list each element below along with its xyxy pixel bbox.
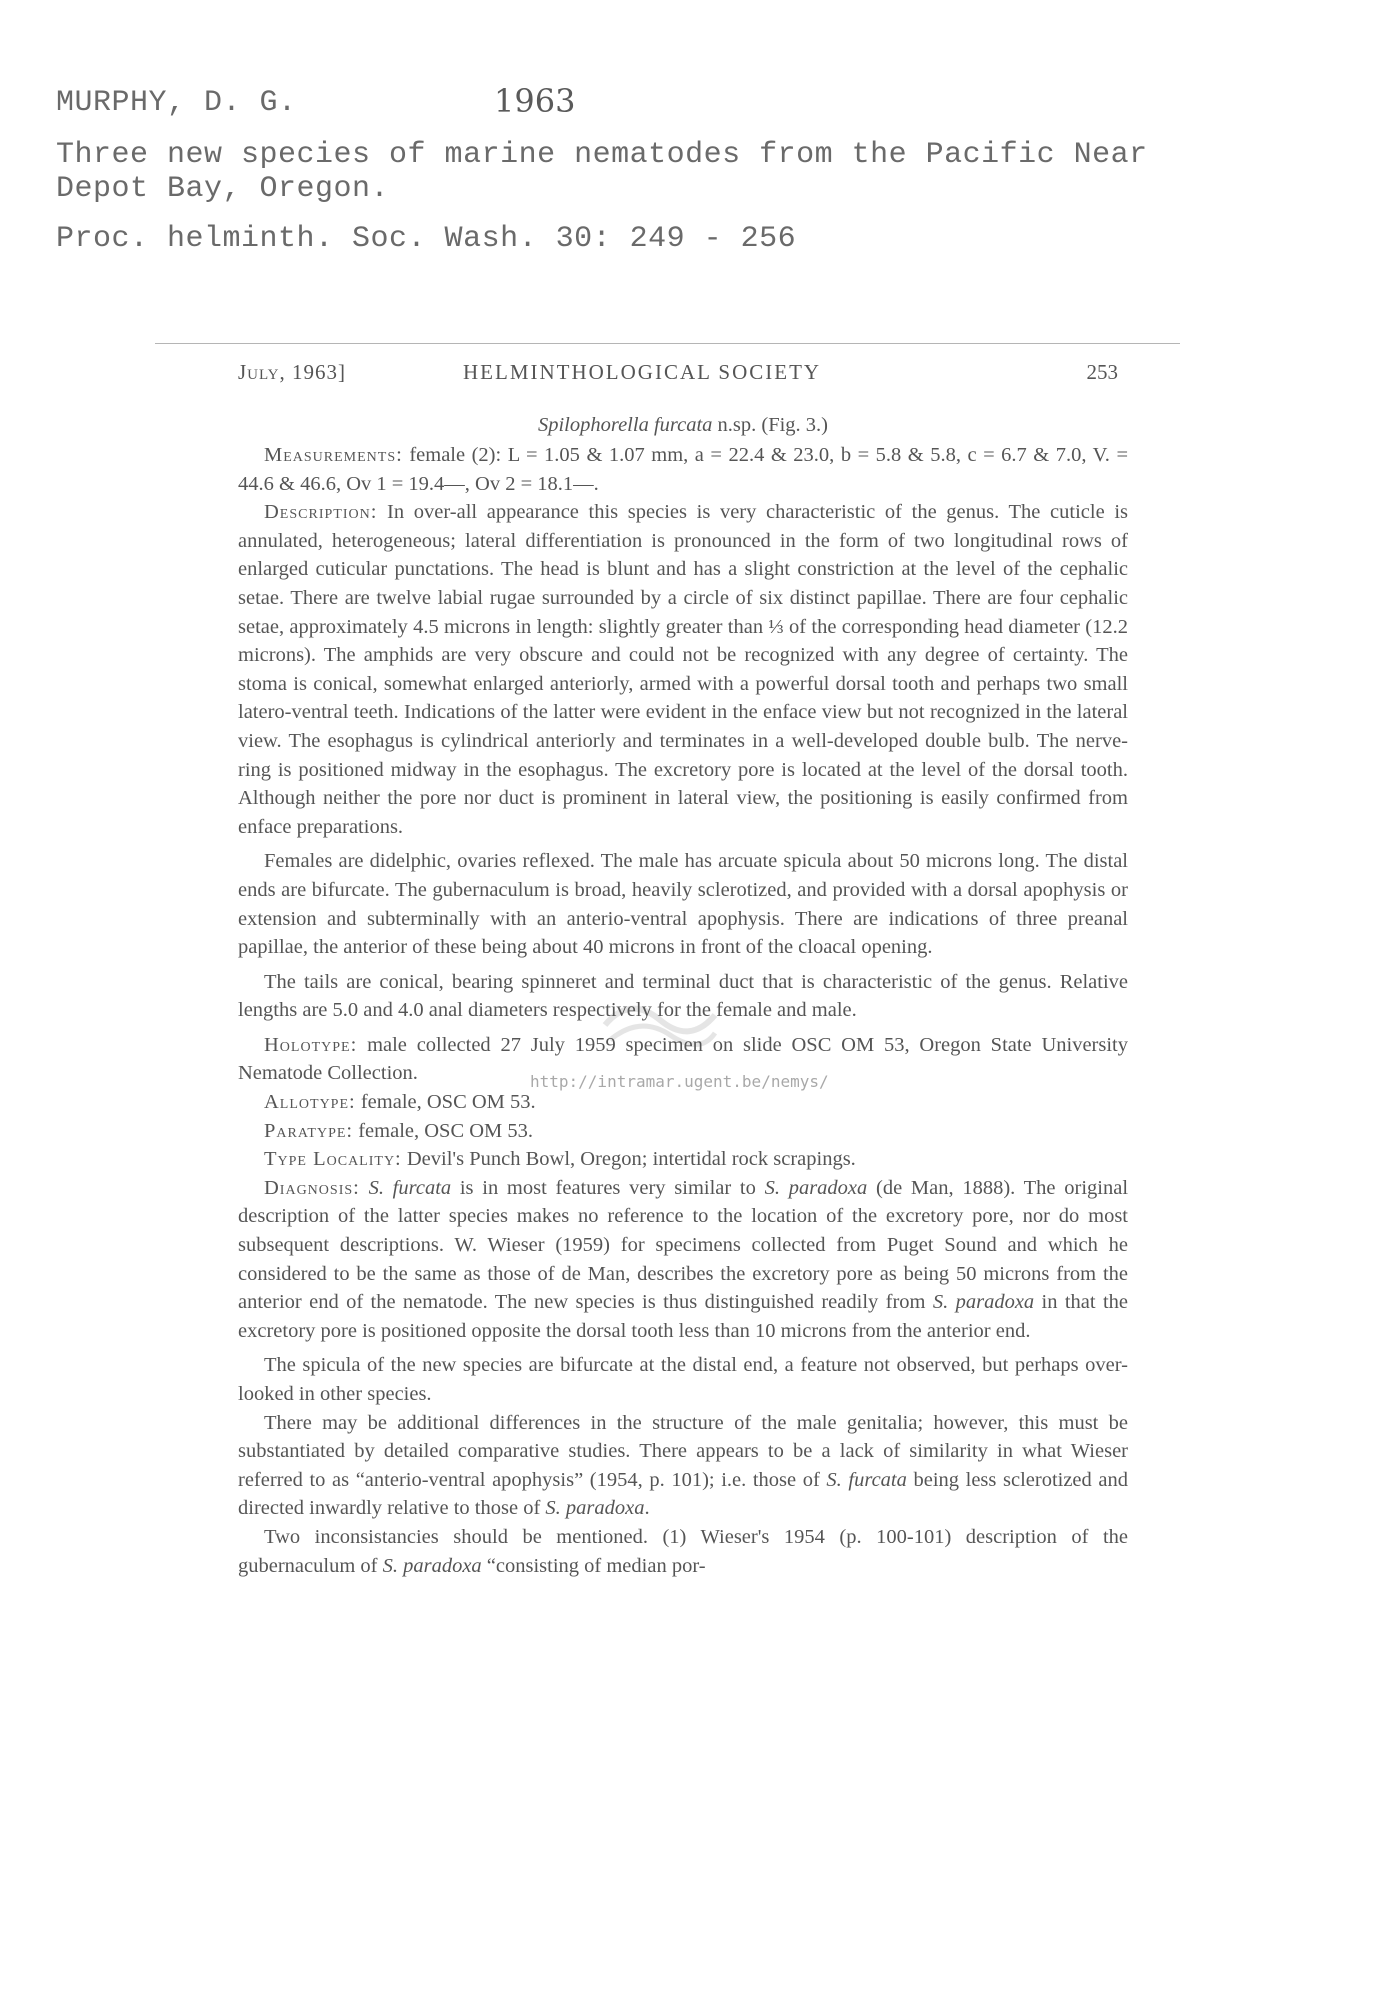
description-label: Description: [264, 501, 378, 524]
females-paragraph: Females are didelphic, ovaries reflexed. The male has arcuate spicula about 50 microns long. The distal ends are bifurcate. The gubernaculum is broad, heavily sclerotized, and provided with a dorsal apophysis or extension and subterminally with an anterio-ventral apophysis. There are indications of three preanal papillae, the anterior of these being about 40 microns in front of the cloacal opening. [238, 850, 1128, 959]
allotype-text: female, OSC OM 53. [355, 1091, 536, 1114]
type-locality-label: Type Locality: [264, 1148, 402, 1171]
diagnosis-text-3: (de Man, 1888). The original description of the latter species makes no reference to the location of the excretory pore, nor do most subsequent descriptions. W. Wieser (1959) for specimens collected from Puget Sound and which he considered to be the same as those of de Man, describes the excretory pore as being 50 microns from the anterior end of the nematode. The new species is thus distinguished readily from [238, 1176, 1129, 1314]
watermark-url: http://intramar.ugent.be/nemys/ [530, 1072, 829, 1091]
diagnosis-species-2: S. paradoxa [764, 1176, 868, 1199]
description-paragraph [238, 498, 1128, 841]
diagnosis-text-4: in that the excretory pore is positioned opposite the dorsal tooth less than 10 microns from the anterior end. [238, 1291, 1129, 1342]
diagnosis-species-1: S. furcata [368, 1176, 452, 1199]
reference-title-line-1: Three new species of marine nematodes from the Pacific Near [56, 138, 1148, 172]
spicula-paragraph: The spicula of the new species are bifurcate at the distal end, a feature not observed, but perhaps over-looked in other species. [238, 1354, 1128, 1405]
inconsistencies-paragraph [238, 1523, 1128, 1580]
journal-page [238, 356, 1128, 1580]
paratype-label: Paratype: [264, 1119, 354, 1142]
description-text: In over-all appearance this species is very characteristic of the genus. The cuticle is annulated, heterogeneous; lateral differentiation is pronounced in the form of two longitudinal rows of enlarged cuticular punctations. The head is blunt and has a slight constriction at the level of the cephalic setae. There are twelve labial rugae surrounded by a circle of six distinct papillae. There are four cephalic setae, approximately 4.5 microns in length: slightly greater than ⅓ of the corresponding head diameter (12.2 microns). The amphids are very obscure and could not be recognized with any degree of certainty. The stoma is conical, somewhat enlarged anteriorly, armed with a powerful dorsal tooth and perhaps two small latero-ventral teeth. Indications of the latter were evident in the enface view but not recognized in the lateral view. The esophagus is cylindrical anteriorly and terminates in a well-developed double bulb. The nerve-ring is positioned midway in the esophagus. The excretory pore is located at the level of the dorsal tooth. Although neither the pore nor duct is prominent in lateral view, the positioning is easily confirmed from enface preparations. [238, 501, 1128, 838]
tails-paragraph: The tails are conical, bearing spinneret and terminal duct that is characteristic of the genus. Relative lengths are 5.0 and 4.0 anal diameters respectively for the female and male. [238, 970, 1128, 1022]
species-heading-suffix: n.sp. (Fig. 3.) [712, 414, 829, 436]
inconsistencies-text-1: Two inconsistancies should be mentioned. (1) Wieser's 1954 (p. 100-101) description of the gubernaculum of [238, 1525, 1128, 1577]
genitalia-species-2: S. paradoxa [545, 1497, 645, 1520]
diagnosis-text-1 [360, 1177, 369, 1199]
inconsistencies-text-2: “consisting of median por- [481, 1554, 706, 1577]
species-heading [238, 414, 1128, 437]
measurements-text: female (2): L = 1.05 & 1.07 mm, a = 22.4 & 23.0, b = 5.8 & 5.8, c = 6.7 & 7.0, V. = 44.6 & 46.6, Ov 1 = 19.4—, Ov 2 = 18.1—. [238, 444, 1128, 495]
reference-title-line-2: Depot Bay, Oregon. [56, 172, 390, 206]
genitalia-text-2: being less sclerotized and directed inwardly relative to those of [238, 1468, 1128, 1520]
allotype-paragraph [238, 1088, 1128, 1117]
running-head [238, 356, 1128, 390]
holotype-text: male collected 27 July 1959 specimen on slide OSC OM 53, Oregon State University Nematode Collection. [238, 1033, 1128, 1085]
reference-year: 1963 [494, 82, 576, 120]
measurements-label: Measurements: [264, 444, 403, 466]
genitalia-text-1: There may be additional differences in the structure of the male genitalia; however, this must be substantiated by detailed comparative studies. There appears to be a lack of similarity in what Wieser referred to as “anterio-ventral apophysis” (1954, p. 101); i.e. those of [238, 1411, 1128, 1491]
page-top-rule [155, 343, 1180, 344]
page-number: 253 [1086, 360, 1118, 384]
inconsistencies-species-1: S. paradoxa [382, 1554, 482, 1577]
diagnosis-species-3: S. paradoxa [932, 1291, 1035, 1314]
diagnosis-text-2: is in most features very similar to [451, 1176, 765, 1199]
allotype-label: Allotype: [264, 1091, 356, 1114]
genitalia-species-1: S. furcata [826, 1468, 907, 1491]
measurements-paragraph [238, 441, 1128, 498]
reference-journal: Proc. helminth. Soc. Wash. 30: 249 - 256 [56, 222, 797, 256]
type-locality-paragraph [238, 1145, 1128, 1174]
genitalia-paragraph [238, 1409, 1128, 1523]
running-head-society: HELMINTHOLOGICAL SOCIETY [463, 360, 822, 384]
paratype-paragraph [238, 1117, 1128, 1146]
holotype-label: Holotype: [264, 1033, 358, 1056]
paratype-text: female, OSC OM 53. [353, 1119, 534, 1142]
diagnosis-label: Diagnosis: [264, 1176, 360, 1199]
diagnosis-paragraph [238, 1174, 1128, 1346]
genitalia-text-3: . [644, 1497, 650, 1520]
type-locality-text: Devil's Punch Bowl, Oregon; intertidal rock scrapings. [401, 1148, 856, 1171]
species-name: Spilophorella furcata [537, 414, 713, 436]
reference-author: MURPHY, D. G. [56, 86, 297, 120]
running-head-date: July, 1963] [238, 360, 346, 384]
